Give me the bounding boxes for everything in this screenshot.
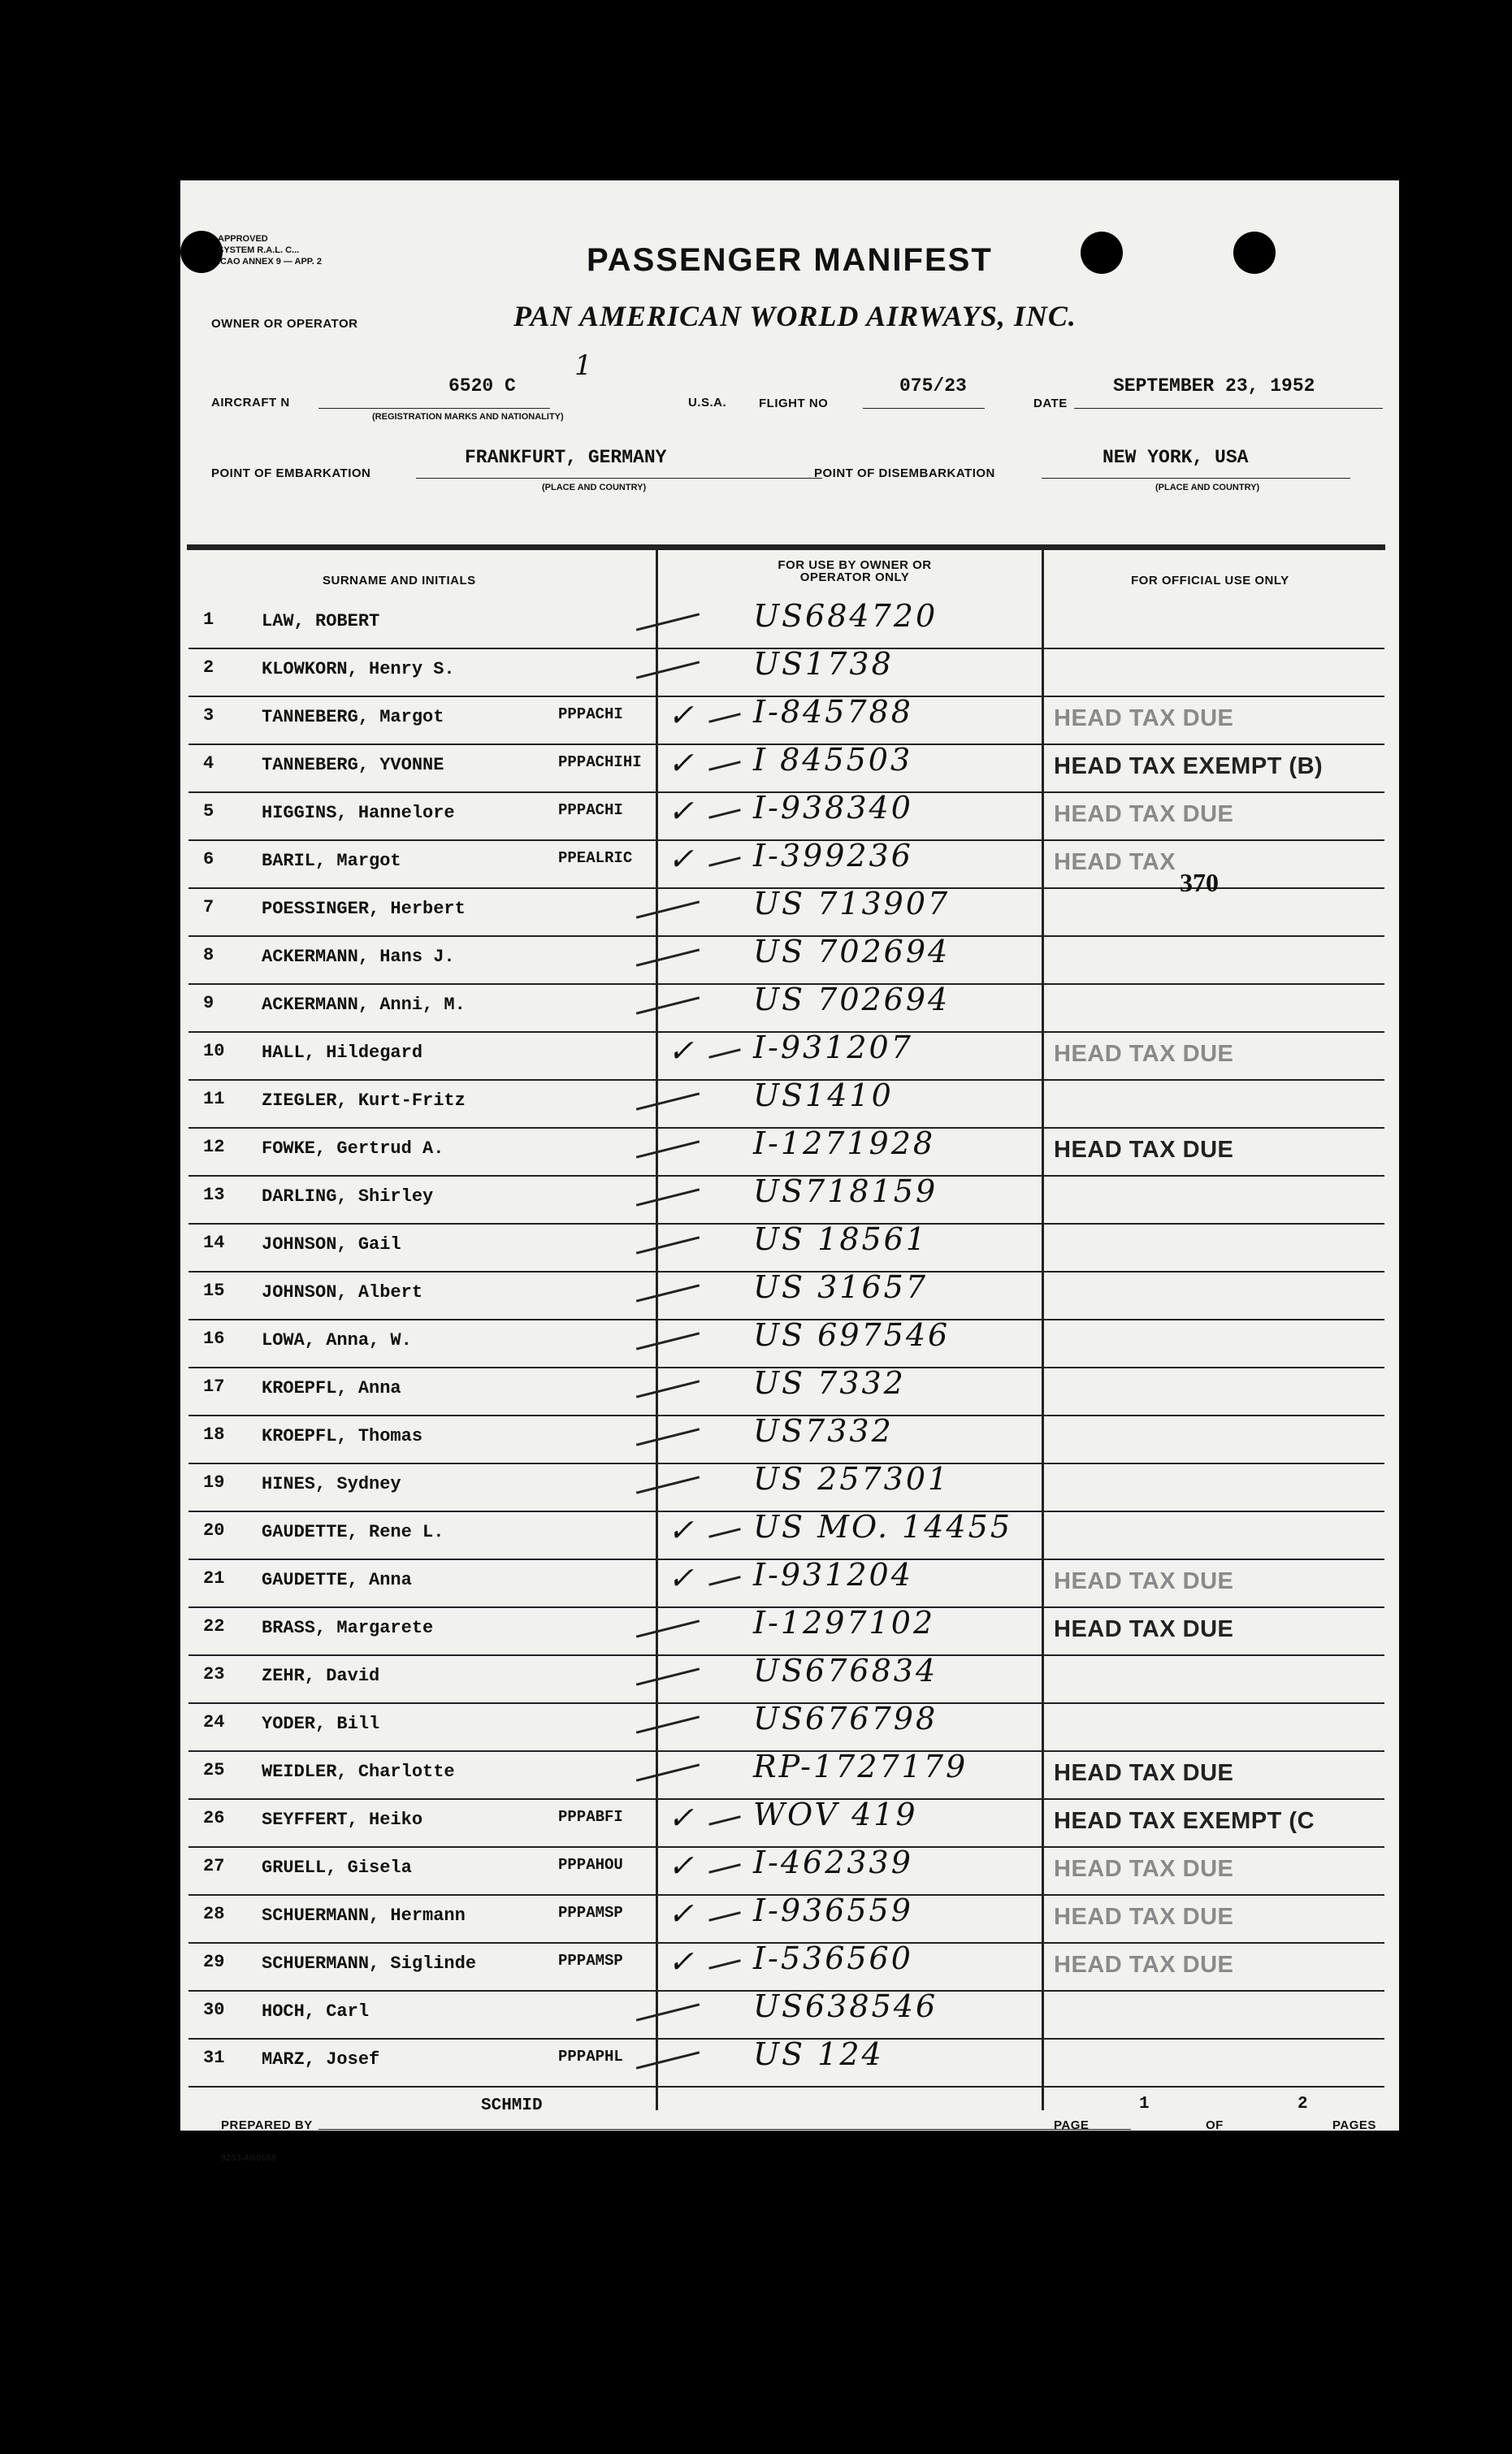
row-number: 1 bbox=[203, 609, 214, 630]
passenger-name: DARLING, Shirley bbox=[262, 1186, 434, 1207]
tick-stroke bbox=[636, 1619, 700, 1637]
passenger-name: MARZ, Josef bbox=[262, 2049, 380, 2070]
check-mark: ✓ bbox=[668, 745, 696, 781]
row-number: 10 bbox=[203, 1041, 225, 1061]
column-divider-2 bbox=[1042, 550, 1044, 2110]
date-value: SEPTEMBER 23, 1952 bbox=[1113, 375, 1315, 397]
table-top-rule bbox=[187, 544, 1385, 550]
document-number: US7332 bbox=[753, 1413, 894, 1449]
passenger-name: WEIDLER, Charlotte bbox=[262, 1762, 455, 1782]
owner-value: PAN AMERICAN WORLD AIRWAYS, INC. bbox=[513, 300, 1077, 332]
row-number: 18 bbox=[203, 1424, 225, 1445]
row-number: 13 bbox=[203, 1185, 225, 1205]
aircraft-nationality: U.S.A. bbox=[688, 396, 727, 410]
document-number: US676798 bbox=[753, 1701, 938, 1736]
document-number: US 18561 bbox=[753, 1221, 929, 1257]
row-number: 11 bbox=[203, 1089, 225, 1109]
row-number: 31 bbox=[203, 2048, 225, 2068]
row-number: 8 bbox=[203, 945, 214, 965]
passenger-name: HOCH, Carl bbox=[262, 2001, 370, 2022]
row-number: 26 bbox=[203, 1808, 225, 1828]
official-stamp: HEAD TAX EXEMPT (B) bbox=[1054, 753, 1324, 779]
tick-stroke bbox=[636, 1284, 700, 1302]
flight-value: 075/23 bbox=[899, 375, 967, 397]
tick-stroke bbox=[708, 1528, 741, 1538]
tick-stroke bbox=[708, 1048, 741, 1059]
document-number: US638546 bbox=[753, 1988, 938, 2024]
passenger-name: GAUDETTE, Anna bbox=[262, 1570, 412, 1590]
passenger-name: JOHNSON, Albert bbox=[262, 1282, 423, 1303]
document-number: I-936559 bbox=[753, 1893, 913, 1928]
passenger-name: HALL, Hildegard bbox=[262, 1043, 423, 1063]
passenger-code: PPPAPHL bbox=[558, 2048, 623, 2066]
document-number: I-399236 bbox=[753, 838, 913, 874]
tick-stroke bbox=[636, 1476, 700, 1494]
passenger-name: TANNEBERG, YVONNE bbox=[262, 755, 444, 775]
check-mark: ✓ bbox=[668, 841, 696, 877]
tick-stroke bbox=[708, 856, 741, 867]
aircraft-label: AIRCRAFT N bbox=[211, 396, 290, 410]
row-number: 4 bbox=[203, 753, 214, 774]
row-number: 24 bbox=[203, 1712, 225, 1732]
form-number: 9253-4/60658 bbox=[221, 2153, 276, 2163]
row-number: 5 bbox=[203, 801, 214, 822]
passenger-name: ZEHR, David bbox=[262, 1666, 380, 1686]
passenger-name: FOWKE, Gertrud A. bbox=[262, 1138, 444, 1159]
row-number: 22 bbox=[203, 1616, 225, 1637]
official-stamp: HEAD TAX DUE bbox=[1054, 1137, 1234, 1163]
document-number: US 257301 bbox=[753, 1461, 951, 1497]
row-number: 25 bbox=[203, 1760, 225, 1780]
approval-line-1: APPROVED bbox=[218, 234, 268, 244]
tick-stroke bbox=[636, 1763, 700, 1781]
passenger-name: POESSINGER, Herbert bbox=[262, 899, 466, 919]
tick-stroke bbox=[636, 613, 700, 631]
document-number: I-536560 bbox=[753, 1940, 913, 1976]
passenger-name: LOWA, Anna, W. bbox=[262, 1330, 412, 1351]
passenger-name: SCHUERMANN, Hermann bbox=[262, 1906, 466, 1926]
disembarkation-label: POINT OF DISEMBARKATION bbox=[814, 466, 995, 480]
punch-hole-right-2 bbox=[1233, 232, 1276, 274]
row-number: 23 bbox=[203, 1664, 225, 1684]
aircraft-sub: (REGISTRATION MARKS AND NATIONALITY) bbox=[372, 412, 564, 422]
passenger-code: PPPACHI bbox=[558, 801, 623, 819]
tick-stroke bbox=[636, 1092, 700, 1110]
col-header-owner-use: FOR USE BY OWNER OR OPERATOR ONLY bbox=[778, 558, 932, 584]
row-number: 2 bbox=[203, 657, 214, 678]
embarkation-value: FRANKFURT, GERMANY bbox=[465, 447, 667, 468]
row-number: 17 bbox=[203, 1377, 225, 1397]
passenger-name: HINES, Sydney bbox=[262, 1474, 401, 1494]
row-number: 16 bbox=[203, 1329, 225, 1349]
document-number: I-462339 bbox=[753, 1845, 913, 1880]
row-number: 20 bbox=[203, 1520, 225, 1541]
check-mark: ✓ bbox=[668, 1033, 696, 1069]
tick-stroke bbox=[636, 1715, 700, 1733]
tick-stroke bbox=[636, 948, 700, 966]
embarkation-sub: (PLACE AND COUNTRY) bbox=[542, 483, 647, 492]
document-number: US 7332 bbox=[753, 1365, 906, 1401]
check-mark: ✓ bbox=[668, 1896, 696, 1932]
passenger-name: GAUDETTE, Rene L. bbox=[262, 1522, 444, 1542]
passenger-code: PPEALRIC bbox=[558, 849, 633, 867]
prepared-by-label: PREPARED BY bbox=[221, 2118, 313, 2132]
disembarkation-value: NEW YORK, USA bbox=[1103, 447, 1249, 468]
passenger-name: KLOWKORN, Henry S. bbox=[262, 659, 455, 679]
document-number: US 713907 bbox=[753, 886, 951, 921]
tick-stroke bbox=[708, 809, 741, 819]
official-stamp: HEAD TAX DUE bbox=[1054, 801, 1234, 827]
passenger-name: YODER, Bill bbox=[262, 1714, 380, 1734]
document-number: I-931207 bbox=[753, 1030, 913, 1065]
form-title: PASSENGER MANIFEST bbox=[587, 242, 993, 278]
passenger-code: PPPACHI bbox=[558, 705, 623, 723]
passenger-name: ZIEGLER, Kurt-Fritz bbox=[262, 1090, 466, 1111]
row-number: 3 bbox=[203, 705, 214, 726]
embarkation-label: POINT OF EMBARKATION bbox=[211, 466, 371, 480]
passenger-code: PPPAHOU bbox=[558, 1856, 623, 1874]
passenger-name: KROEPFL, Thomas bbox=[262, 1426, 423, 1446]
tick-stroke bbox=[708, 1815, 741, 1826]
tick-stroke bbox=[636, 1667, 700, 1685]
official-stamp: HEAD TAX bbox=[1054, 849, 1176, 875]
passenger-name: ACKERMANN, Anni, M. bbox=[262, 995, 466, 1015]
check-mark: ✓ bbox=[668, 1560, 696, 1596]
row-number: 27 bbox=[203, 1856, 225, 1876]
col-header-official: FOR OFFICIAL USE ONLY bbox=[1131, 574, 1289, 587]
aircraft-mark: 1 bbox=[574, 349, 595, 382]
tick-stroke bbox=[636, 2051, 700, 2069]
passenger-name: LAW, ROBERT bbox=[262, 611, 380, 631]
official-stamp: HEAD TAX DUE bbox=[1054, 1568, 1234, 1594]
passenger-name: ACKERMANN, Hans J. bbox=[262, 947, 455, 967]
col-header-names: SURNAME AND INITIALS bbox=[323, 574, 476, 587]
passenger-code: PPPAMSP bbox=[558, 1904, 623, 1922]
tick-stroke bbox=[636, 661, 700, 679]
official-stamp: HEAD TAX DUE bbox=[1054, 705, 1234, 731]
tick-stroke bbox=[708, 1911, 741, 1922]
punch-hole-left bbox=[180, 231, 223, 273]
check-mark: ✓ bbox=[668, 1800, 696, 1836]
row-rule bbox=[188, 2086, 1384, 2088]
tick-stroke bbox=[708, 761, 741, 771]
passenger-name: SCHUERMANN, Siglinde bbox=[262, 1953, 477, 1974]
of-label: OF bbox=[1206, 2118, 1224, 2132]
row-number: 7 bbox=[203, 897, 214, 917]
official-stamp: HEAD TAX DUE bbox=[1054, 1616, 1234, 1642]
tick-stroke bbox=[636, 2003, 700, 2021]
official-stamp: HEAD TAX EXEMPT (C bbox=[1054, 1808, 1315, 1834]
document-number: US 702694 bbox=[753, 982, 951, 1017]
tick-stroke bbox=[708, 713, 741, 723]
page-label: PAGE bbox=[1054, 2118, 1090, 2132]
document-number: I-938340 bbox=[753, 790, 913, 826]
document-number: US1410 bbox=[753, 1077, 894, 1113]
document-number: US 697546 bbox=[753, 1317, 951, 1353]
document-number: WOV 419 bbox=[753, 1797, 918, 1832]
owner-label: OWNER OR OPERATOR bbox=[211, 317, 358, 331]
tick-stroke bbox=[636, 900, 700, 918]
row-number: 30 bbox=[203, 2000, 225, 2020]
tick-stroke bbox=[636, 1140, 700, 1158]
official-stamp: HEAD TAX DUE bbox=[1054, 1760, 1234, 1786]
document-number: US 31657 bbox=[753, 1269, 929, 1305]
check-mark: ✓ bbox=[668, 793, 696, 829]
column-divider-1 bbox=[656, 550, 658, 2110]
official-stamp: HEAD TAX DUE bbox=[1054, 1952, 1234, 1978]
approval-line-2: SYSTEM R.A.L. C... bbox=[218, 245, 300, 255]
passenger-name: BARIL, Margot bbox=[262, 851, 401, 871]
tick-stroke bbox=[636, 1380, 700, 1398]
passenger-code: PPPACHIHI bbox=[558, 753, 642, 771]
passenger-name: TANNEBERG, Margot bbox=[262, 707, 444, 727]
official-stamp: HEAD TAX DUE bbox=[1054, 1904, 1234, 1930]
tick-stroke bbox=[636, 996, 700, 1014]
date-label: DATE bbox=[1033, 397, 1068, 410]
row-number: 9 bbox=[203, 993, 214, 1013]
passenger-code: PPPAMSP bbox=[558, 1952, 623, 1970]
tick-stroke bbox=[636, 1428, 700, 1446]
manifest-page bbox=[180, 180, 1399, 2163]
row-number: 6 bbox=[203, 849, 214, 869]
page-number: 1 bbox=[1139, 2095, 1150, 2114]
approval-line-3: ICAO ANNEX 9 — APP. 2 bbox=[218, 257, 322, 267]
official-stamp: HEAD TAX DUE bbox=[1054, 1041, 1234, 1067]
stamp-370: 370 bbox=[1180, 868, 1219, 897]
document-number: RP-1727179 bbox=[753, 1749, 968, 1784]
row-number: 29 bbox=[203, 1952, 225, 1972]
passenger-name: KROEPFL, Anna bbox=[262, 1378, 401, 1398]
tick-stroke bbox=[708, 1863, 741, 1874]
document-number: I-1297102 bbox=[753, 1605, 936, 1641]
document-number: US684720 bbox=[753, 598, 938, 634]
document-number: I-931204 bbox=[753, 1557, 913, 1593]
prepared-by-value: SCHMID bbox=[481, 2096, 543, 2115]
passenger-name: HIGGINS, Hannelore bbox=[262, 803, 455, 823]
tick-stroke bbox=[636, 1332, 700, 1350]
row-number: 15 bbox=[203, 1281, 225, 1301]
check-mark: ✓ bbox=[668, 697, 696, 733]
passenger-code: PPPABFI bbox=[558, 1808, 623, 1826]
document-number: US1738 bbox=[753, 646, 894, 682]
page-total: 2 bbox=[1298, 2095, 1308, 2114]
passenger-name: JOHNSON, Gail bbox=[262, 1234, 401, 1255]
tick-stroke bbox=[636, 1236, 700, 1254]
tick-stroke bbox=[636, 1188, 700, 1206]
row-number: 28 bbox=[203, 1904, 225, 1924]
passenger-name: GRUELL, Gisela bbox=[262, 1858, 412, 1878]
pages-label: PAGES bbox=[1332, 2118, 1376, 2132]
document-number: I-1271928 bbox=[753, 1125, 936, 1161]
passenger-name: SEYFFERT, Heiko bbox=[262, 1810, 423, 1830]
document-number: US676834 bbox=[753, 1653, 938, 1689]
official-stamp: HEAD TAX DUE bbox=[1054, 1856, 1234, 1882]
flight-label: FLIGHT NO bbox=[759, 397, 829, 410]
check-mark: ✓ bbox=[668, 1848, 696, 1884]
row-number: 19 bbox=[203, 1472, 225, 1493]
check-mark: ✓ bbox=[668, 1512, 696, 1548]
document-number: I-845788 bbox=[753, 694, 913, 730]
tick-stroke bbox=[708, 1576, 741, 1586]
document-number: US 124 bbox=[753, 2036, 884, 2072]
punch-hole-right-1 bbox=[1081, 232, 1123, 274]
document-number: I 845503 bbox=[753, 742, 913, 778]
row-number: 12 bbox=[203, 1137, 225, 1157]
check-mark: ✓ bbox=[668, 1944, 696, 1979]
row-number: 14 bbox=[203, 1233, 225, 1253]
document-number: US MO. 14455 bbox=[753, 1509, 1013, 1545]
tick-stroke bbox=[708, 1959, 741, 1970]
document-number: US718159 bbox=[753, 1173, 938, 1209]
row-number: 21 bbox=[203, 1568, 225, 1589]
disembarkation-sub: (PLACE AND COUNTRY) bbox=[1155, 483, 1260, 492]
document-number: US 702694 bbox=[753, 934, 951, 969]
passenger-name: BRASS, Margarete bbox=[262, 1618, 434, 1638]
aircraft-value: 6520 C bbox=[448, 375, 516, 397]
